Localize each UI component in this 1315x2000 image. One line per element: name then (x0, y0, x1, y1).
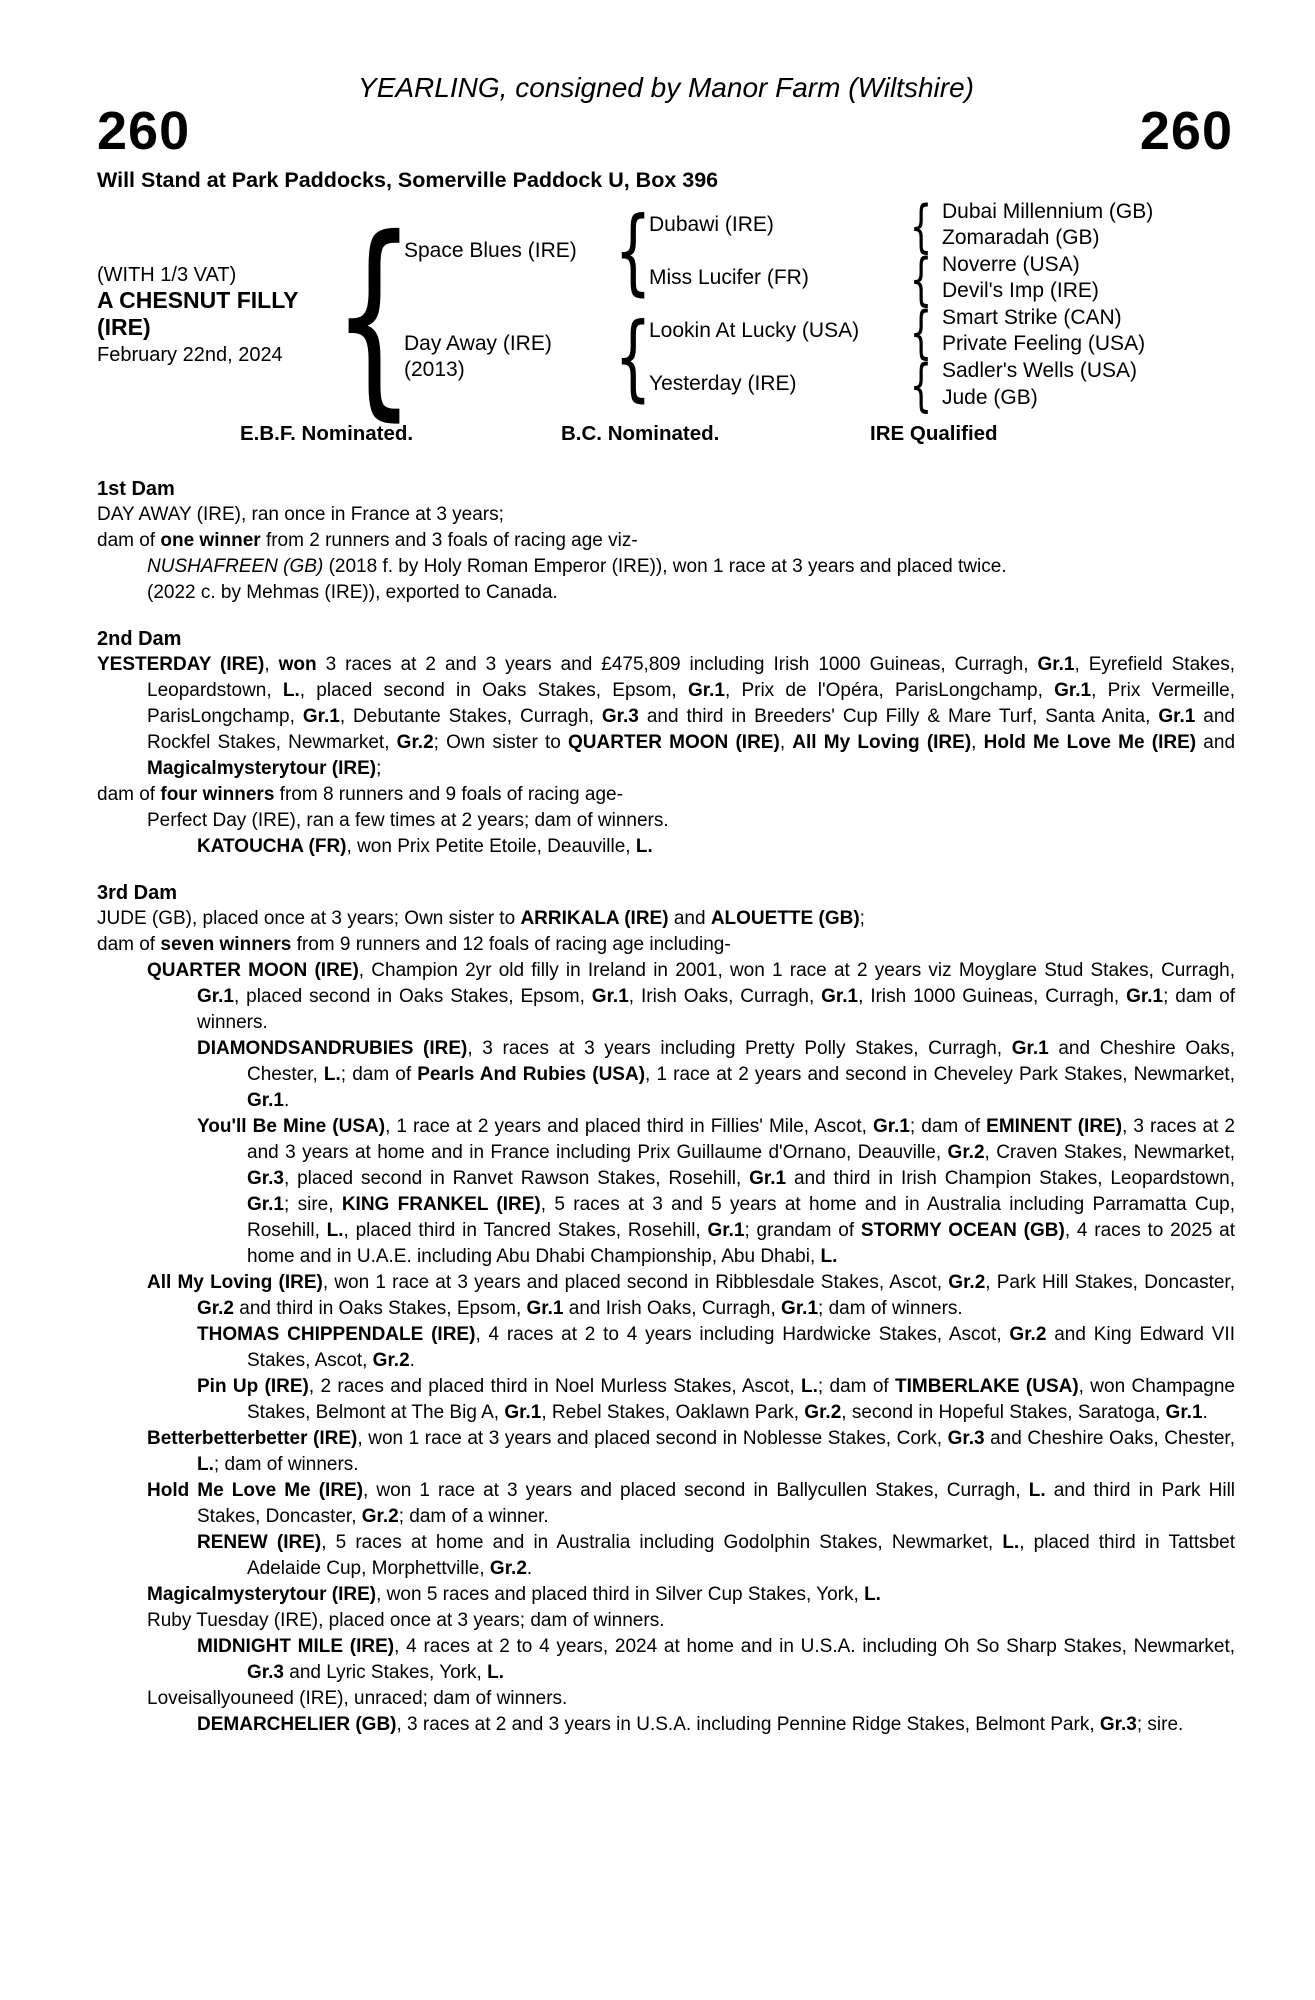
gen3-ancestor-3: Noverre (USA) (942, 253, 1080, 276)
produce-paragraph: All My Loving (IRE), won 1 race at 3 years and placed second in Ribblesdale Stakes, Ascot, Gr.2, Park Hill Stakes, Doncaster, Gr.2 and third in Oaks Stakes, Epsom, Gr.1 and Irish Oaks, Curragh, Gr.1; dam of winners. (147, 1272, 1235, 1319)
gen3-ancestor-2: Zomaradah (GB) (942, 226, 1100, 249)
produce-paragraph: NUSHAFREEN (GB) (2018 f. by Holy Roman Emperor (IRE)), won 1 race at 3 years and placed twice. (147, 556, 1007, 577)
produce-paragraph: Ruby Tuesday (IRE), placed once at 3 years; dam of winners. (147, 1610, 665, 1631)
produce-paragraph: Magicalmysterytour (IRE), won 5 races and placed third in Silver Cup Stakes, York, L. (147, 1584, 881, 1605)
gen2-sire-of-sire: Dubawi (IRE) (649, 213, 774, 236)
dam-section-heading: 2nd Dam (97, 628, 182, 650)
gen2-dam-of-dam: Yesterday (IRE) (649, 372, 797, 395)
produce-paragraph: Hold Me Love Me (IRE), won 1 race at 3 years and placed second in Ballycullen Stakes, Curragh, L. and third in Park Hill Stakes, Doncaster, Gr.2; dam of a winner. (147, 1480, 1236, 1527)
gen3-ancestor-5: Smart Strike (CAN) (942, 306, 1122, 329)
produce-paragraph: Perfect Day (IRE), ran a few times at 2 years; dam of winners. (147, 810, 669, 831)
produce-paragraph: dam of seven winners from 9 runners and 12 foals of racing age including- (97, 934, 731, 955)
produce-paragraph: Loveisallyouneed (IRE), unraced; dam of winners. (147, 1688, 568, 1709)
lot-number-right: 260 (1139, 101, 1233, 161)
dam-section-heading: 1st Dam (97, 478, 175, 500)
produce-paragraph: dam of four winners from 8 runners and 9 foals of racing age- (97, 784, 623, 805)
nominations-line (97, 421, 1235, 447)
gen2-sire-of-dam: Lookin At Lucky (USA) (649, 319, 860, 342)
horse-name: A CHESNUT FILLY (97, 287, 299, 313)
gen3-ancestor-8: Jude (GB) (942, 386, 1038, 409)
gen3-ancestor-6: Private Feeling (USA) (942, 332, 1146, 355)
produce-paragraph: Betterbetterbetter (IRE), won 1 race at 3 years and placed second in Noblesse Stakes, Cork, Gr.3 and Cheshire Oaks, Chester, L.; dam of winners. (147, 1428, 1235, 1475)
dam-section-heading: 3rd Dam (97, 882, 178, 904)
gen3-ancestor-4: Devil's Imp (IRE) (942, 279, 1099, 302)
ebf-nominated-label: E.B.F. Nominated. (240, 422, 414, 445)
dam-name: Day Away (IRE) (404, 332, 552, 355)
produce-paragraph: KATOUCHA (FR), won Prix Petite Etoile, Deauville, L. (197, 836, 653, 857)
gen3-ancestor-1: Dubai Millennium (GB) (942, 200, 1154, 223)
produce-paragraph: (2022 c. by Mehmas (IRE)), exported to Canada. (147, 582, 558, 603)
vat-note: (WITH 1/3 VAT) (97, 264, 237, 286)
produce-records (97, 476, 1235, 1738)
produce-paragraph: You'll Be Mine (USA), 1 race at 2 years and placed third in Fillies' Mile, Ascot, Gr.1; dam of EMINENT (IRE), 3 races at 2 and 3 years at home and in France including Prix Guillaume d'Ornano, Deauville, Gr.2, Craven Stakes, Newmarket, Gr.3, placed second in Ranvet Rawson Stakes, Rosehill, Gr.1 and third in Irish Champion Stakes, Leopardstown, Gr.1; sire, KING FRANKEL (IRE), 5 races at 3 and 5 years at home and in Australia including Parramatta Cup, Rosehill, L., placed third in Tancred Stakes, Rosehill, Gr.1; grandam of STORMY OCEAN (GB), 4 races to 2025 at home and in U.A.E. including Abu Dhabi Championship, Abu Dhabi, L. (197, 1116, 1236, 1267)
produce-paragraph: MIDNIGHT MILE (IRE), 4 races at 2 to 4 years, 2024 at home and in U.S.A. including Oh So Sharp Stakes, Newmarket, Gr.3 and Lyric Stakes, York, L. (197, 1636, 1235, 1683)
foal-date: February 22nd, 2024 (97, 344, 283, 366)
stand-location-line: Will Stand at Park Paddocks, Somerville Paddock U, Box 396 (97, 168, 719, 192)
produce-paragraph: RENEW (IRE), 5 races at home and in Australia including Godolphin Stakes, Newmarket, L., placed third in Tattsbet Adelaide Cup, Morphettville, Gr.2. (197, 1532, 1236, 1579)
produce-paragraph: QUARTER MOON (IRE), Champion 2yr old filly in Ireland in 2001, won 1 race at 2 years viz Moyglare Stud Stakes, Curragh, Gr.1, placed second in Oaks Stakes, Epsom, Gr.1, Irish Oaks, Curragh, Gr.1, Irish 1000 Guineas, Curragh, Gr.1; dam of winners. (147, 960, 1235, 1033)
lot-number-left: 260 (97, 101, 191, 161)
consignment-line: YEARLING, consigned by Manor Farm (Wiltshire) (358, 72, 974, 103)
produce-paragraph: DIAMONDSANDRUBIES (IRE), 3 races at 3 years including Pretty Polly Stakes, Curragh, Gr.1 and Cheshire Oaks, Chester, L.; dam of Pearls And Rubies (USA), 1 race at 2 years and second in Cheveley Park Stakes, Newmarket, Gr.1. (197, 1038, 1236, 1111)
produce-paragraph: Pin Up (IRE), 2 races and placed third in Noel Murless Stakes, Ascot, L.; dam of TIMBERLAKE (USA), won Champagne Stakes, Belmont at The Big A, Gr.1, Rebel Stakes, Oaklawn Park, Gr.2, second in Hopeful Stakes, Saratoga, Gr.1. (197, 1376, 1235, 1423)
gen2-dam-of-sire: Miss Lucifer (FR) (649, 266, 809, 289)
produce-paragraph: YESTERDAY (IRE), won 3 races at 2 and 3 years and £475,809 including Irish 1000 Guineas, Curragh, Gr.1, Eyrefield Stakes, Leopardstown, L., placed second in Oaks Stakes, Epsom, Gr.1, Prix de l'Opéra, ParisLongchamp, Gr.1, Prix Vermeille, ParisLongchamp, Gr.1, Debutante Stakes, Curragh, Gr.3 and third in Breeders' Cup Filly & Mare Turf, Santa Anita, Gr.1 and Rockfel Stakes, Newmarket, Gr.2; Own sister to QUARTER MOON (IRE), All My Loving (IRE), Hold Me Love Me (IRE) and Magicalmysterytour (IRE); (97, 654, 1236, 779)
sire-name: Space Blues (IRE) (404, 239, 577, 262)
horse-suffix: (IRE) (97, 314, 151, 340)
dam-year: (2013) (404, 358, 465, 381)
produce-paragraph: dam of one winner from 2 runners and 3 foals of racing age viz- (97, 530, 638, 551)
produce-paragraph: THOMAS CHIPPENDALE (IRE), 4 races at 2 to 4 years including Hardwicke Stakes, Ascot, Gr.2 and King Edward VII Stakes, Ascot, Gr.2. (197, 1324, 1235, 1371)
produce-paragraph: DEMARCHELIER (GB), 3 races at 2 and 3 years in U.S.A. including Pennine Ridge Stakes, Belmont Park, Gr.3; sire. (197, 1714, 1184, 1735)
gen3-ancestor-7: Sadler's Wells (USA) (942, 359, 1137, 382)
produce-paragraph: DAY AWAY (IRE), ran once in France at 3 years; (97, 504, 504, 525)
produce-paragraph: JUDE (GB), placed once at 3 years; Own sister to ARRIKALA (IRE) and ALOUETTE (GB); (97, 908, 865, 929)
ire-qualified-label: IRE Qualified (870, 422, 998, 445)
bc-nominated-label: B.C. Nominated. (561, 422, 720, 445)
